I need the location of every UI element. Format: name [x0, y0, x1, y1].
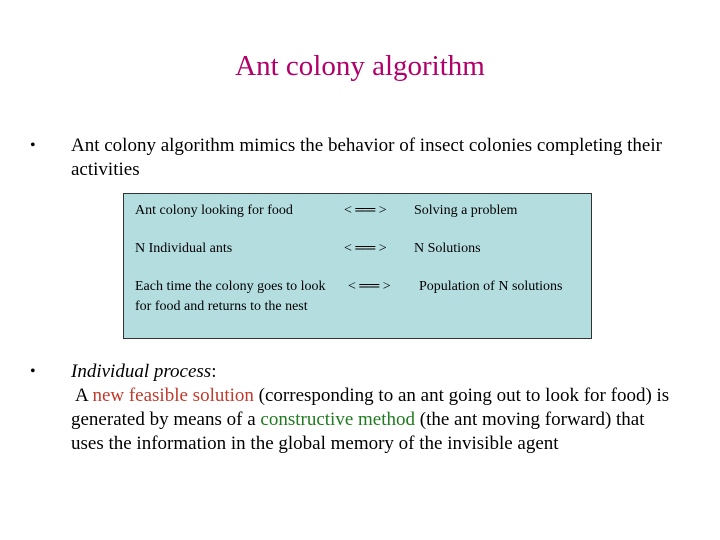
mapping-right-2: N Solutions — [414, 241, 481, 256]
bullet-2-heading: Individual process — [71, 361, 212, 382]
mapping-left-3: Each time the colony goes to look for food and returns to the nest — [135, 279, 326, 314]
bullet-2-part1: A — [75, 385, 93, 406]
mapping-left-1: Ant colony looking for food — [135, 203, 293, 218]
highlight-constructive-method: constructive method — [260, 409, 415, 430]
mapping-right-3: Population of N solutions — [419, 279, 563, 294]
bullet-marker: • — [30, 363, 36, 380]
bullet-2-colon: : — [211, 361, 217, 382]
bullet-point-1 — [30, 134, 670, 182]
bullet-2-text — [71, 360, 670, 456]
bullet-1-text: Ant colony algorithm mimics the behavior of insect colonies completing their activities — [71, 135, 662, 180]
highlight-new-feasible-solution: new feasible solution — [92, 385, 254, 406]
bullet-2-part2: (corresponding to an ant going out to look for food) is generated by means of a — [71, 385, 670, 430]
bullet-marker: • — [30, 137, 36, 154]
mapping-arrow-3: < ══ > — [348, 279, 391, 294]
mapping-arrow-1: < ══ > — [344, 203, 387, 218]
bullet-point-2 — [30, 360, 670, 456]
slide-title: Ant colony algorithm — [235, 50, 485, 82]
mapping-right-1: Solving a problem — [414, 203, 518, 218]
mapping-left-2: N Individual ants — [135, 241, 233, 256]
analogy-mapping-box — [123, 193, 592, 339]
bullet-2-part3: (the ant moving forward) that uses the information in the global memory of the invisible agent — [71, 409, 645, 454]
mapping-arrow-2: < ══ > — [344, 241, 387, 256]
